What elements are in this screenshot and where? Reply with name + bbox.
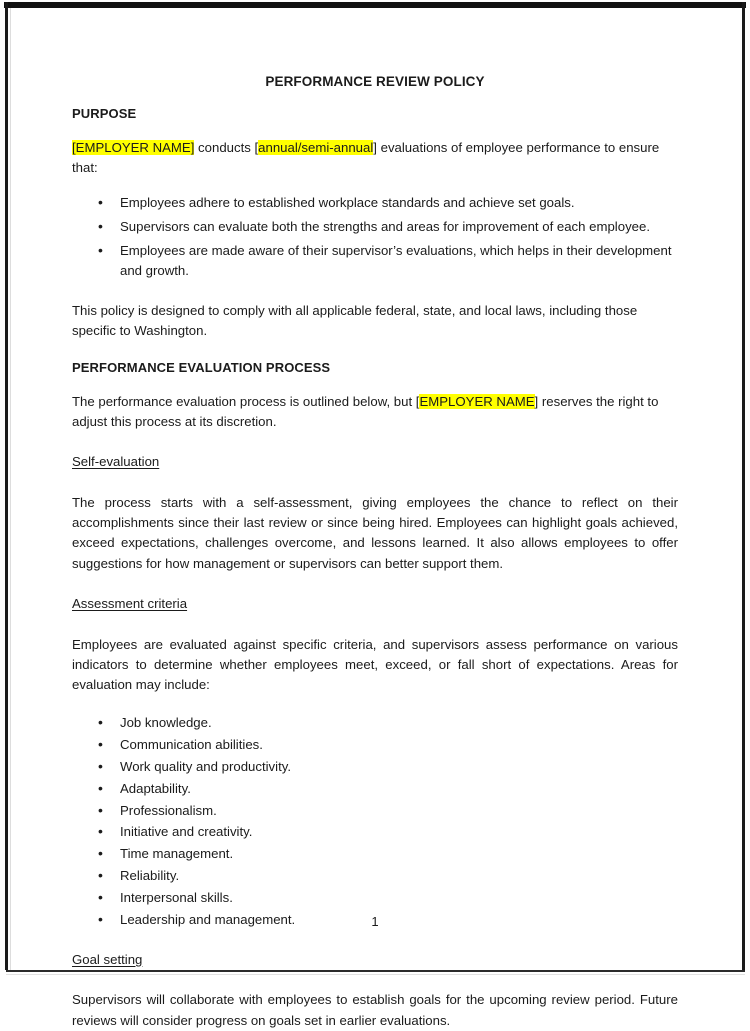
document-content-flow	[72, 104, 678, 1031]
highlight-employer-name-2: EMPLOYER NAME	[419, 393, 535, 409]
spacer	[72, 285, 678, 301]
page-border-left-inner	[10, 8, 11, 970]
list-item: • Interpersonal skills.	[72, 888, 678, 909]
list-item: • Initiative and creativity.	[72, 822, 678, 843]
list-item: • Time management.	[72, 844, 678, 865]
spacer	[72, 179, 678, 193]
list-item: • Leadership and management.	[72, 910, 678, 931]
assessment-criteria-list	[72, 713, 678, 931]
spacer	[72, 378, 678, 392]
subheading-assessment-criteria-wrap	[72, 592, 678, 617]
heading-performance-evaluation-process: PERFORMANCE EVALUATION PROCESS	[72, 359, 331, 375]
list-item: • Job knowledge.	[72, 713, 678, 734]
purpose-intro-tail: ] evaluations of employee performance to ensure that:	[72, 140, 660, 176]
spacer	[72, 432, 678, 450]
subheading-self-evaluation-wrap	[72, 450, 678, 475]
goal-setting-paragraph: Supervisors will collaborate with employees to establish goals for the upcoming review period. Future reviews will consider progress on goals set in earlier evaluations.	[72, 992, 678, 1028]
list-item: • Employees adhere to established workplace standards and achieve set goals.	[72, 193, 678, 213]
spacer	[72, 695, 678, 713]
document-body	[72, 0, 678, 1028]
document-title: PERFORMANCE REVIEW POLICY	[265, 74, 485, 89]
purpose-intro-paragraph	[72, 138, 678, 178]
page-border-right	[742, 2, 745, 972]
heading-purpose: PURPOSE	[72, 106, 137, 121]
spacer	[72, 342, 678, 358]
subheading-goal-setting-wrap	[72, 948, 678, 973]
list-item: • Adaptability.	[72, 779, 678, 800]
evaluation-process-intro-paragraph	[72, 392, 678, 432]
spacer	[72, 574, 678, 592]
subheading-self-evaluation: Self-evaluation	[72, 454, 160, 470]
page-number: 1	[371, 914, 379, 929]
self-evaluation-paragraph: The process starts with a self-assessment, giving employees the chance to reflect on their accomplishments since their last review or since being hired. Employees can highlight goals achieved, exceed expectations, challenges overcome, and lessons learned. It also allows employees to offer suggestions for how management or supervisors can better support them.	[72, 494, 678, 571]
list-item: • Professionalism.	[72, 801, 678, 822]
spacer	[72, 932, 678, 948]
list-item: • Employees are made aware of their supervisor’s evaluations, which helps in their development and growth.	[72, 241, 678, 281]
highlight-employer-name-1: [EMPLOYER NAME]	[72, 140, 195, 156]
spacer	[72, 617, 678, 635]
spacer	[72, 475, 678, 493]
subheading-goal-setting: Goal setting	[72, 951, 143, 967]
assessment-criteria-paragraph: Employees are evaluated against specific criteria, and supervisors assess performance on various indicators to determine whether employees meet, exceed, or fall short of expectations. Areas for evaluation may include:	[72, 636, 678, 692]
purpose-bullet-list	[72, 193, 678, 282]
spacer	[72, 972, 678, 990]
subheading-assessment-criteria: Assessment criteria	[72, 595, 188, 611]
list-item: • Communication abilities.	[72, 735, 678, 756]
spacer	[72, 124, 678, 138]
list-item: • Reliability.	[72, 866, 678, 887]
page-border-left	[5, 2, 8, 970]
list-item: • Supervisors can evaluate both the strengths and areas for improvement of each employee.	[72, 217, 678, 237]
evaluation-intro-lead: The performance evaluation process is outlined below, but [	[72, 393, 420, 409]
purpose-intro-mid: conducts [	[194, 140, 259, 156]
highlight-annual-semi-annual: annual/semi-annual	[258, 140, 374, 156]
purpose-closing-paragraph: This policy is designed to comply with all applicable federal, state, and local laws, including those specific to Washington.	[72, 303, 638, 339]
list-item: • Work quality and productivity.	[72, 757, 678, 778]
evaluation-intro-tail: ] reserves the right to adjust this process at its discretion.	[72, 393, 659, 429]
